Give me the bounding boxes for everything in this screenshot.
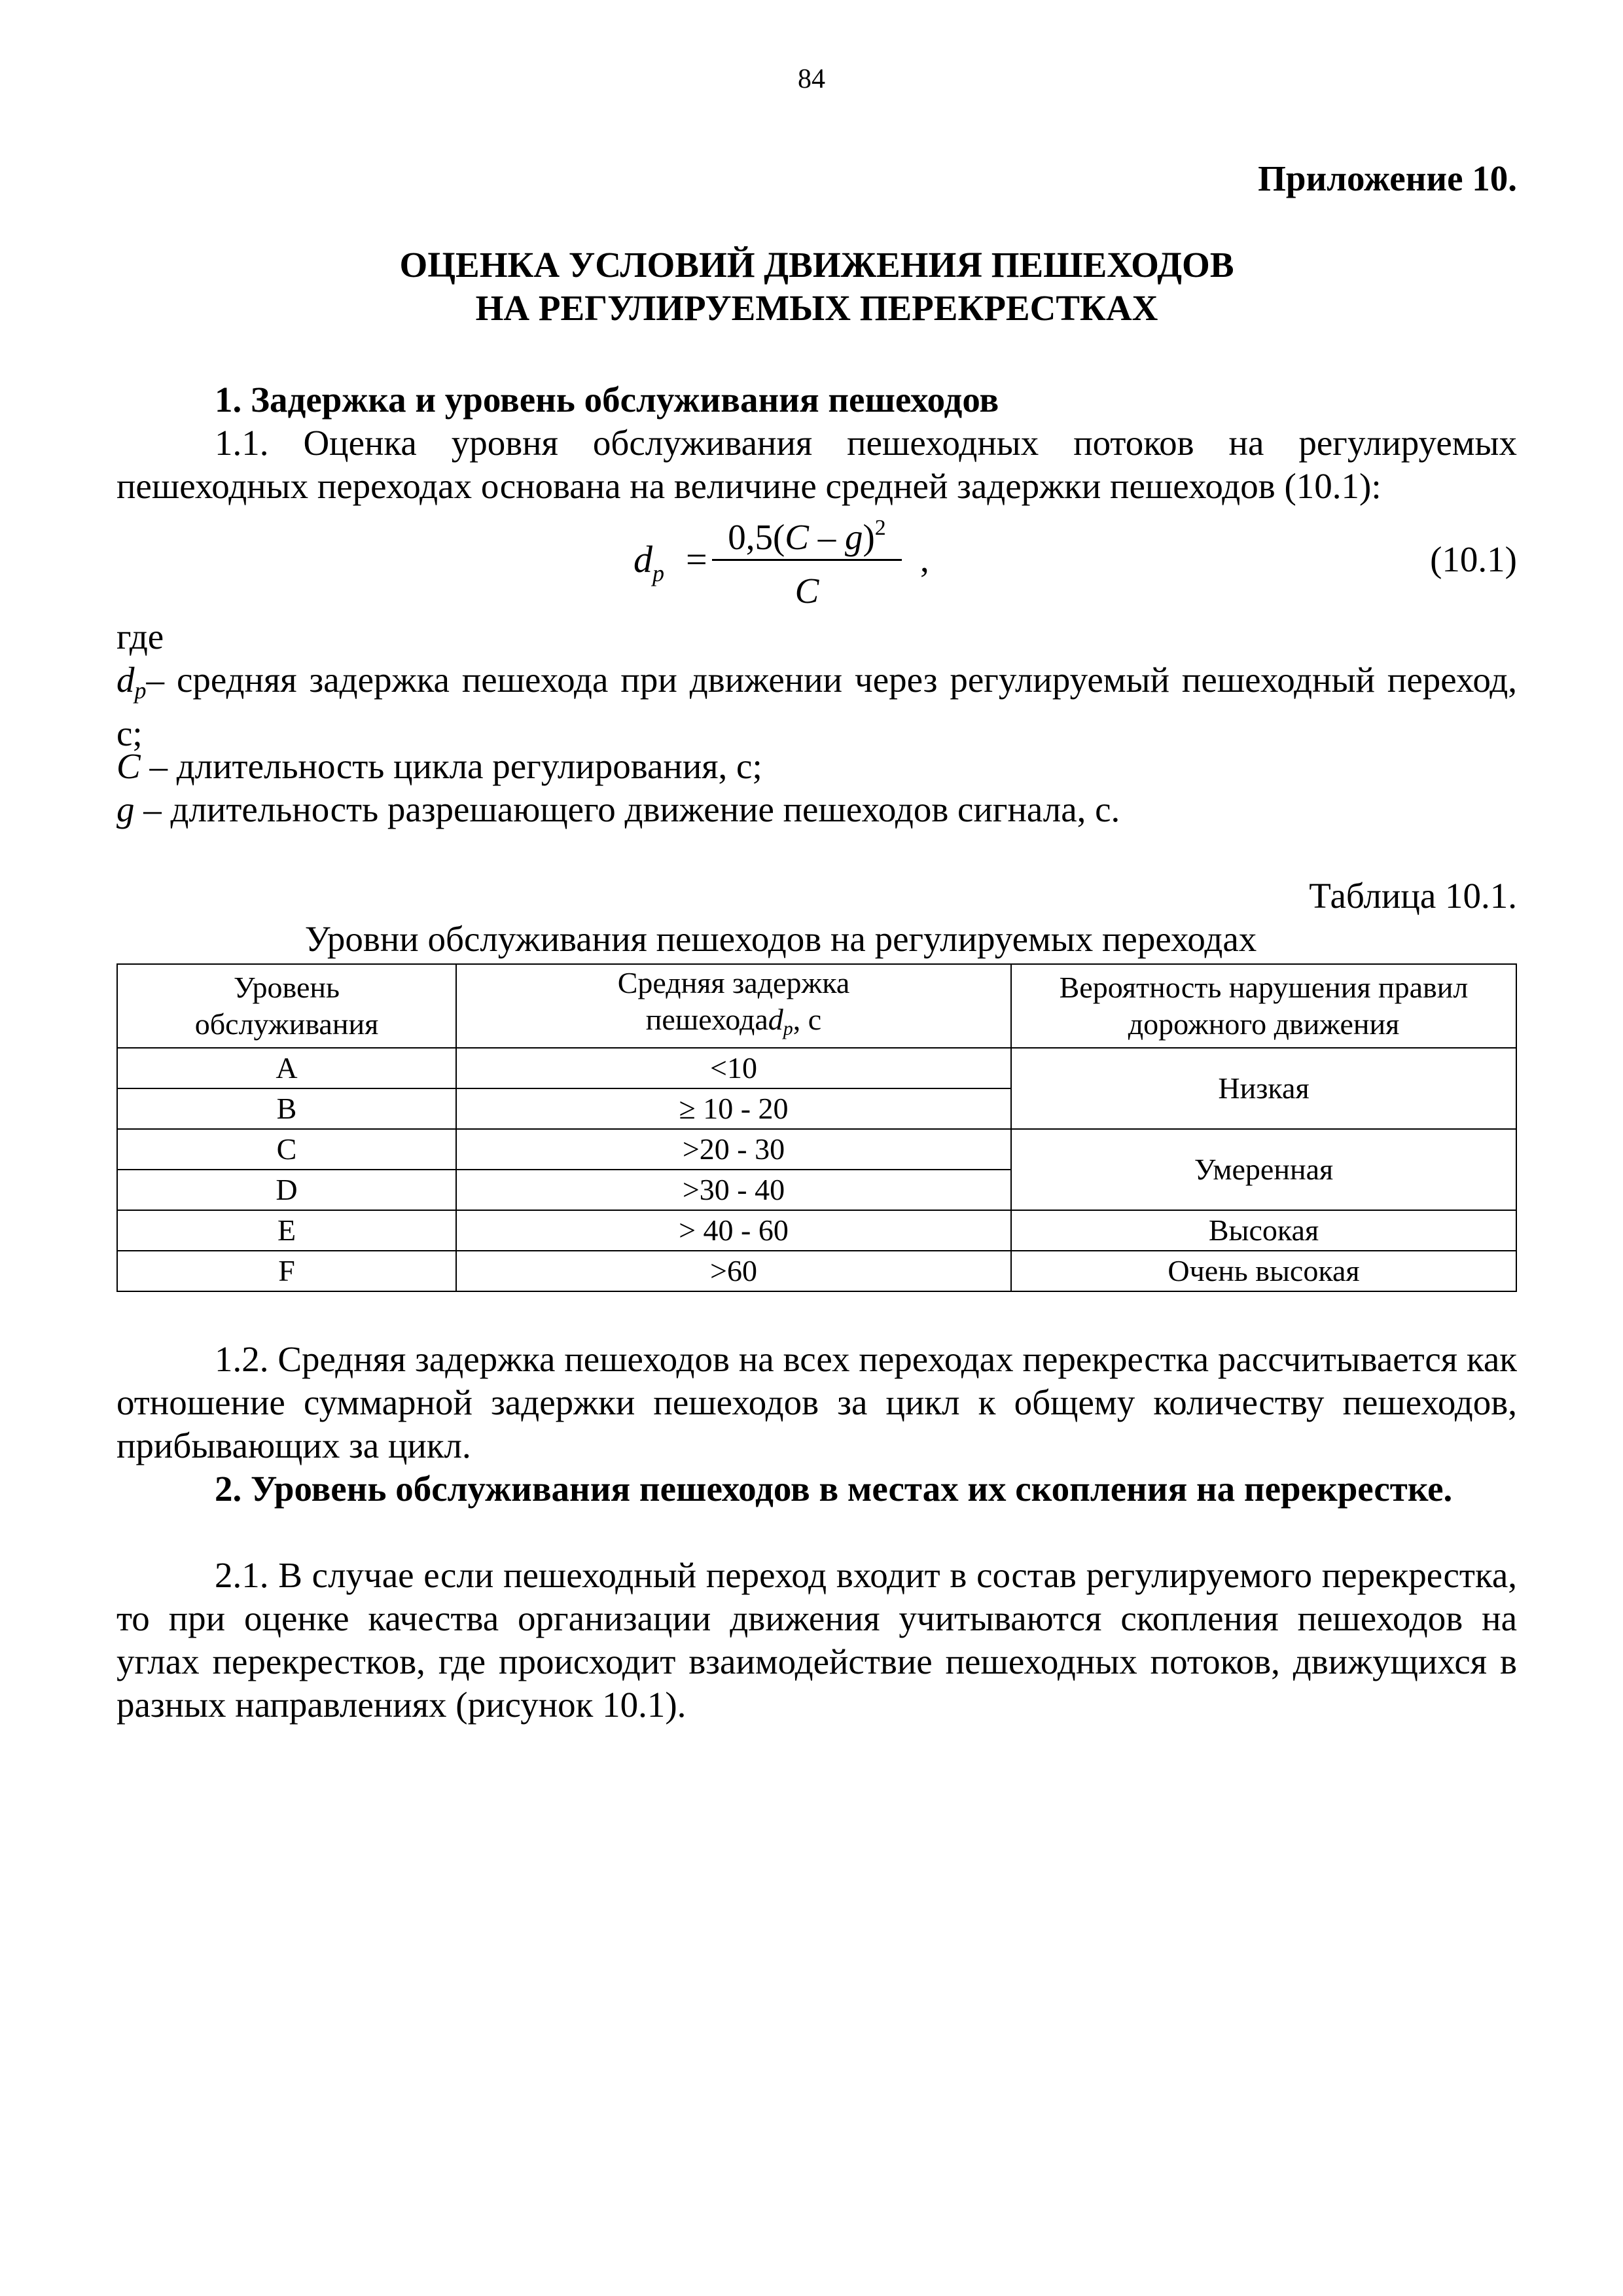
document-title [116,243,1517,330]
header-level-line-2: обслуживания [194,1007,379,1041]
definition-dp [116,658,1517,755]
section-2-heading-text: 2. Уровень обслуживания пешеходов в местах их скопления на перекрестке. [215,1469,1453,1509]
paragraph-2-1 [116,1554,1517,1727]
formula-10-1 [116,512,1517,617]
table-row [117,1210,1516,1251]
formula-num-coef: 0,5( [728,517,785,557]
where-label: где [116,617,164,656]
title-line-1: ОЦЕНКА УСЛОВИЙ ДВИЖЕНИЯ ПЕШЕХОДОВ [399,245,1234,285]
header-delay-sub: p [783,1018,793,1039]
formula-fraction-bar [712,559,902,561]
paragraph-1-1-text: Оценка уровня обслуживания пешеходных потоков на регулируемых пешеходных переходах основана на величине средней задержки пешеходов (10.1): [116,423,1518,506]
cell-delay: <10 [456,1048,1011,1088]
formula-lhs-var: d [633,538,652,581]
paragraph-1-2 [116,1338,1517,1467]
table-row [117,1129,1516,1170]
formula-numerator [719,507,895,559]
cell-level: D [117,1170,456,1210]
paragraph-1-1 [116,422,1517,508]
cell-delay: >60 [456,1251,1011,1291]
cell-level: F [117,1251,456,1291]
table-title: Уровни обслуживания пешеходов на регулируемых переходах [304,919,1257,959]
paragraph-2-1-text: В случае если пешеходный переход входит в состав регулируемого перекрестка, то при оценке качества организации движения учитываются скопления пешеходов на углах перекрестков, где происходит взаимодействие пешеходных потоков, движущихся в разных направлениях (рисунок 10.1). [116,1555,1517,1725]
definition-g-var: g [116,789,135,829]
cell-delay: ≥ 10 - 20 [456,1088,1011,1129]
formula-lhs-sub: p [652,560,664,586]
definition-c-text: – длительность цикла регулирования, с; [140,746,762,786]
cell-probability-moderate: Умеренная [1011,1129,1516,1210]
cell-probability-low: Низкая [1011,1048,1516,1129]
cell-delay: >30 - 40 [456,1170,1011,1210]
table-number: Таблица 10.1. [1309,876,1517,916]
formula-num-close: ) [863,517,875,557]
header-delay-prefix: пешехода [645,1003,768,1036]
section-2-heading [116,1467,1517,1511]
definition-g [116,788,1517,831]
cell-level: C [117,1129,456,1170]
definition-c [116,745,1517,788]
formula-number: (10.1) [1430,539,1517,579]
formula-lhs [633,538,664,595]
paragraph-1-2-number: 1.2. [215,1339,269,1379]
definition-g-text: – длительность разрешающего движение пешеходов сигнала, с. [134,789,1120,829]
cell-probability-very-high: Очень высокая [1011,1251,1516,1291]
cell-delay: > 40 - 60 [456,1210,1011,1251]
header-delay-line-1: Средняя задержка [617,966,850,999]
title-line-2: НА РЕГУЛИРУЕМЫХ ПЕРЕКРЕСТКАХ [475,288,1158,328]
definition-dp-text: – средняя задержка пешехода при движении через регулируемый пешеходный переход, с; [116,660,1517,753]
service-level-table [116,963,1517,1292]
formula-equals: = [686,538,707,581]
header-delay-unit: , с [793,1003,822,1036]
header-level-line-1: Уровень [234,971,340,1004]
header-level [117,964,456,1048]
section-1-heading: 1. Задержка и уровень обслуживания пешеходов [215,380,999,420]
cell-level: B [117,1088,456,1129]
formula-denominator: C [794,571,819,611]
page-number: 84 [798,64,825,94]
table-row [117,1251,1516,1291]
paragraph-1-1-number: 1.1. [215,423,269,463]
formula-num-minus: – [808,517,845,557]
appendix-label: Приложение 10. [1258,158,1517,198]
cell-delay: >20 - 30 [456,1129,1011,1170]
table-header-row [117,964,1516,1048]
header-probability-line-1: Вероятность нарушения правил [1059,971,1469,1004]
cell-level: E [117,1210,456,1251]
header-probability-line-2: дорожного движения [1128,1007,1400,1041]
formula-num-g: g [844,517,863,557]
cell-probability-high: Высокая [1011,1210,1516,1251]
formula-num-c: C [785,517,809,557]
cell-level: A [117,1048,456,1088]
definition-c-var: C [116,746,141,786]
definition-dp-sub: p [134,677,147,704]
paragraph-1-2-text: Средняя задержка пешеходов на всех переходах перекрестка рассчитывается как отношение суммарной задержки пешеходов за цикл к общему количеству пешеходов, прибывающих за цикл. [116,1339,1517,1465]
header-probability [1011,964,1516,1048]
definition-dp-var: d [116,660,135,700]
formula-num-exp: 2 [874,516,886,540]
header-delay-var: d [768,1003,783,1036]
formula-comma: , [920,539,929,579]
table-row [117,1048,1516,1088]
paragraph-2-1-number: 2.1. [215,1555,269,1595]
header-delay [456,964,1011,1048]
